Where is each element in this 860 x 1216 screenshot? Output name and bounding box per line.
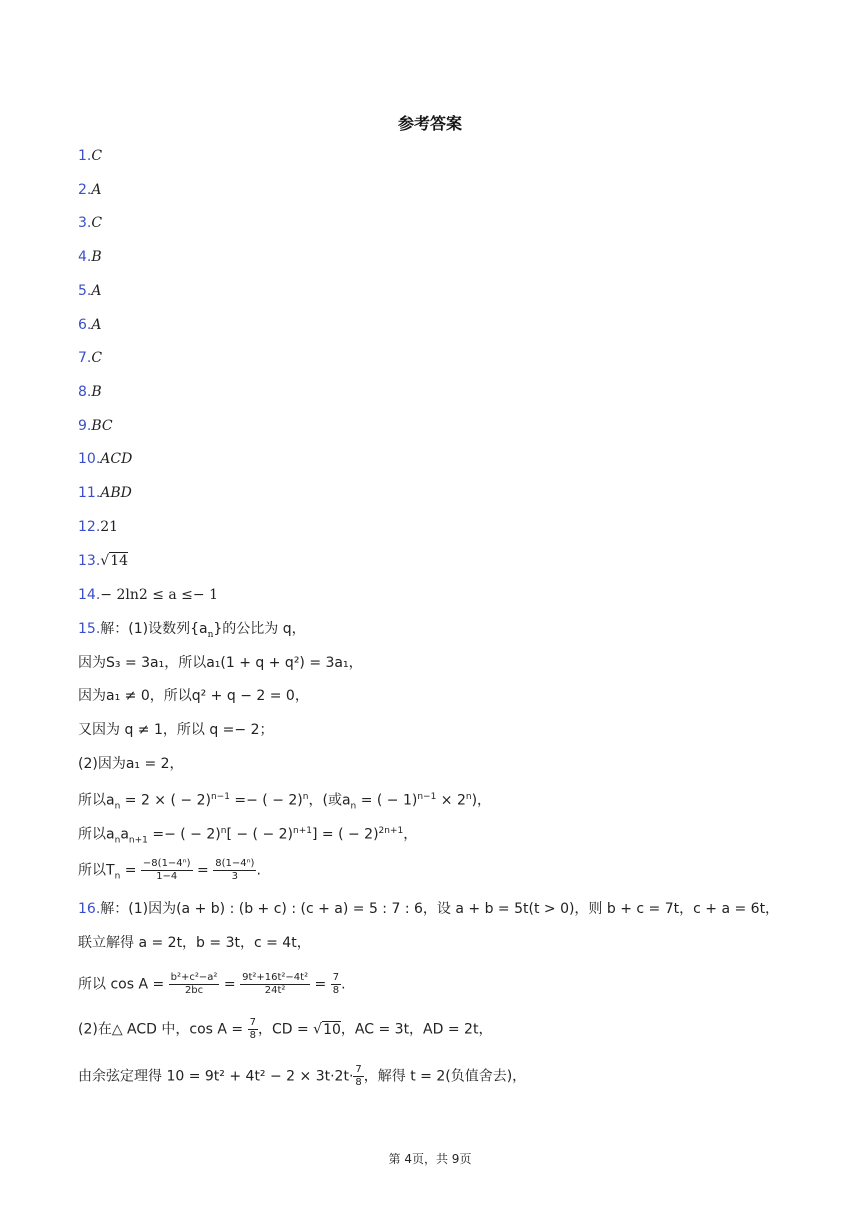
q15-line-3: 因为a₁ ≠ 0，所以q² + q − 2 = 0， xyxy=(78,688,309,704)
answer-item xyxy=(78,416,113,436)
answer-item xyxy=(78,517,118,537)
fraction: $\frac{\text{b²+c²−a²}}{2bc}$ xyxy=(170,972,218,996)
question-number: 6. xyxy=(78,316,92,333)
q16-line-5: 由余弦定理得 10 = 9t² + 4t² − 2 × 3t·2t· $\frac{7}{8}$ ，解得 t = 2(负值舍去)， xyxy=(78,1064,527,1088)
answer-item xyxy=(78,247,102,267)
question-number: 9. xyxy=(78,417,92,434)
answer-item xyxy=(78,281,101,301)
fraction: $\frac{\text{9t²+16t²−4t²}}{\text{24t²}}$ xyxy=(242,972,309,996)
answer-value: A xyxy=(91,316,102,333)
question-number: 13. xyxy=(78,553,101,569)
radicand: 14 xyxy=(110,553,129,569)
page-footer: 第 4页，共 9页 xyxy=(388,1152,472,1166)
q15-line-1: 15.解：(1)设数列$\{a_n\}$的公比为 q， xyxy=(78,621,306,640)
answer-item xyxy=(78,483,132,503)
answer-value: C xyxy=(91,350,103,367)
answer-14 xyxy=(78,585,218,605)
answer-item xyxy=(78,449,132,469)
question-number: 14. xyxy=(78,587,101,603)
answer-value: A xyxy=(91,282,102,299)
question-number: 1. xyxy=(78,148,92,164)
fraction: $\frac{7}{8}$ xyxy=(332,972,340,996)
q16-line-3: 所以 cos A = $\frac{\text{b²+c²−a²}}{2bc}$ = $\frac{\text{9t²+16t²−4t²}}{\text{24t²}}$ = $\frac{7}{8}$ . xyxy=(78,972,346,996)
q15-line-8: 所以$T_n$ = $\frac{\text{−8(1−4ⁿ)}}{1-4}$ = $\frac{\text{8(1−4ⁿ)}}{3}$ . xyxy=(78,858,261,882)
answer-value: A xyxy=(91,181,102,198)
answer-value: ACD xyxy=(100,451,133,468)
answer-item xyxy=(78,213,102,233)
question-number: 10. xyxy=(78,451,101,468)
question-number: 8. xyxy=(78,383,92,400)
answer-13 xyxy=(78,551,128,571)
q15-line-5: (2)因为a₁ = 2， xyxy=(78,756,184,772)
page-title: 参考答案 xyxy=(397,114,462,133)
q15-line-2: 因为S₃ = 3a₁，所以a₁(1 + q + q²) = 3a₁， xyxy=(78,655,363,671)
answer-value: C xyxy=(91,148,103,164)
question-number: 16. xyxy=(78,901,101,917)
answer-value: B xyxy=(91,383,102,400)
answer-value: C xyxy=(91,215,103,232)
question-number: 7. xyxy=(78,350,92,367)
question-number: 2. xyxy=(78,181,92,198)
answer-value: BC xyxy=(91,417,113,434)
answer-item xyxy=(78,180,101,200)
answer-value: 21 xyxy=(100,518,119,535)
q15-line-7: 所以$a_na_{n+1}$ =− ( − 2)$^n$[ − ( − 2)$^{n+1}$] = ( − 2)$^{2n+1}$， xyxy=(78,826,418,846)
answer-item xyxy=(78,348,102,368)
fraction: $\frac{7}{8}$ xyxy=(355,1064,362,1088)
q16-line-1: 16.解：(1)因为(a + b) : (b + c) : (c + a) = 5 : 7 : 6，设 a + b = 5t(t > 0)，则 b + c = 7t，c + a = 6t， xyxy=(78,901,780,917)
question-number: 11. xyxy=(78,485,101,501)
q16-line-2: 联立解得 a = 2t，b = 3t，c = 4t， xyxy=(78,935,311,951)
question-number: 5. xyxy=(78,282,92,299)
answer-value: ABD xyxy=(100,485,132,501)
q16-line-4: (2)在△ ACD 中，cos A = $\frac{7}{8}$ ，CD = √10，AC = 3t，AD = 2t， xyxy=(78,1017,493,1041)
question-number: 4. xyxy=(78,249,92,266)
question-number: 3. xyxy=(78,215,92,232)
answer-item xyxy=(78,382,102,402)
q15-line-6: 所以$a_n = 2$ × ( − 2)$^{n-1}$ =− ( − 2)$^n$，(或$a_n$ = ( − $1)^{n-1} \times 2^n$)， xyxy=(78,792,492,812)
answer-value: B xyxy=(91,249,102,266)
fraction: $\frac{\text{8(1−4ⁿ)}}{3}$ xyxy=(215,858,255,882)
q15-line-4: 又因为 q ≠ 1，所以 q =− 2； xyxy=(78,722,274,738)
sqrt-symbol: √ xyxy=(100,553,110,569)
question-number: 12. xyxy=(78,518,101,535)
fraction: $\frac{\text{−8(1−4ⁿ)}}{1-4}$ xyxy=(142,858,191,882)
answer-item xyxy=(78,146,102,166)
answer-text: − 2ln2 ≤ a ≤− 1 xyxy=(100,587,219,603)
answer-item xyxy=(78,315,101,335)
fraction: $\frac{7}{8}$ xyxy=(249,1017,256,1041)
question-number: 15. xyxy=(78,621,101,637)
